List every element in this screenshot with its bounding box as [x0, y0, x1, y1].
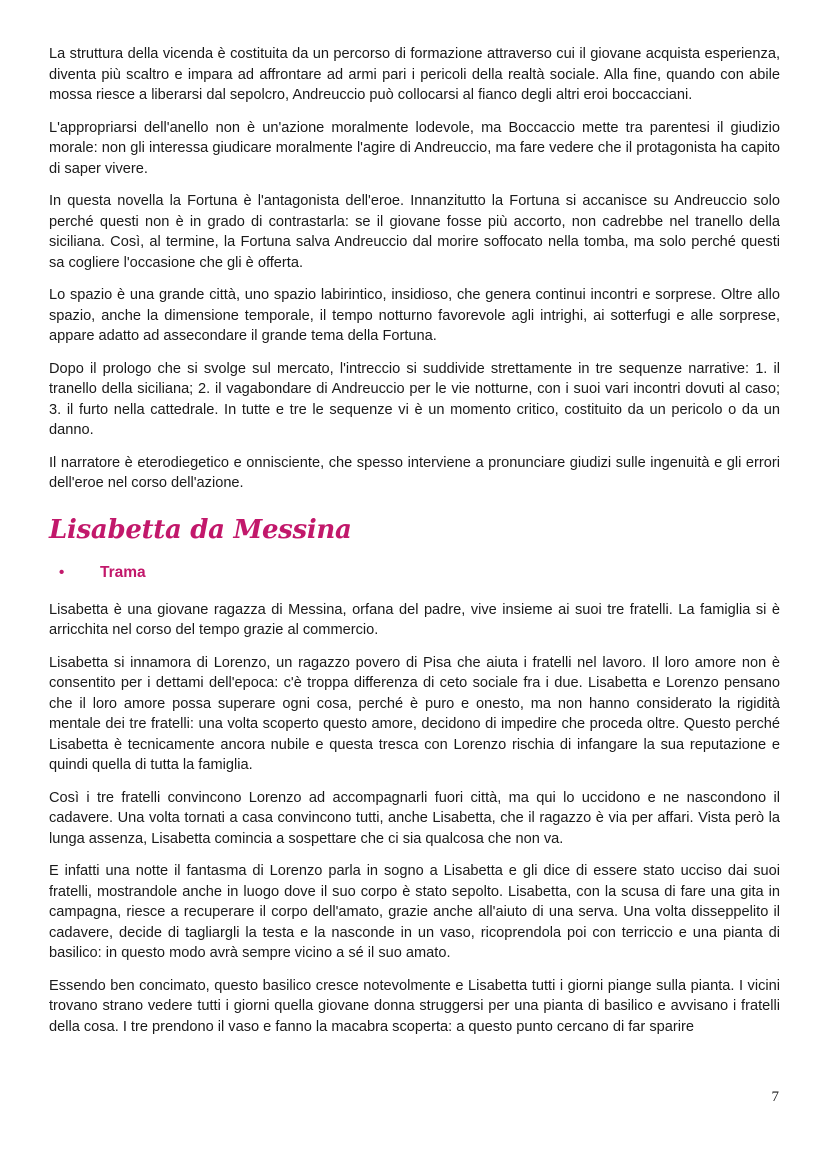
section-title: Lisabetta da Messina [49, 514, 352, 545]
paragraph: La struttura della vicenda è costituita da un percorso di formazione attraverso cui il giovane acquista esperienza, diventa più scaltro e impara ad affrontare ad armi pari i pericoli della realtà sociale. Alla fine, quando con abile mossa riesce a liberarsi dal sepolcro, Andreuccio può collocarsi al fianco degli altri eroi boccacciani. [49, 46, 780, 103]
paragraph: E infatti una notte il fantasma di Lorenzo parla in sogno a Lisabetta e gli dice di essere stato ucciso dai suoi fratelli, mostrandole anche in luogo dove il suo corpo è stato sepolto. Lisabetta, con la scusa di fare una gita in campagna, riesce a recuperare il corpo dell'amato, grazie anche all'aiuto di una serva. Una volta disseppelito il cadavere, decide di tagliargli la testa e la nasconde in un vaso, ricoprendola poi con terriccio e una pianta di basilico: in questo modo avrà sempre vicino a sé il suo amato. [49, 863, 780, 961]
paragraph: Così i tre fratelli convincono Lorenzo ad accompagnarli fuori città, ma qui lo uccidono e ne nascondono il cadavere. Una volta tornati a casa convincono tutti, anche Lisabetta, che il ragazzo è via per affari. Vista però la lunga assenza, Lisabetta comincia a sospettare che ci sia qualcosa che non va. [49, 789, 780, 847]
document-page [49, 44, 780, 1049]
paragraph: L'appropriarsi dell'anello non è un'azione moralmente lodevole, ma Boccaccio mette tra parentesi il giudizio morale: non gli interessa giudicare moralmente l'agire di Andreuccio, ma fare vedere che il protagonista ha capito di saper vivere. [49, 119, 780, 177]
paragraph: Lo spazio è una grande città, uno spazio labirintico, insidioso, che genera continui incontri e sorprese. Oltre allo spazio, anche la dimensione temporale, il tempo notturno favorevole agli intrighi, ai sotterfugi e alle sorprese, appare adatto ad assecondare il grande tema della Fortuna. [49, 287, 780, 344]
paragraph: Il narratore è eterodiegetico e onnisciente, che spesso interviene a pronunciare giudizi sulle ingenuità e gli errori dell'eroe nel corso dell'azione. [49, 454, 780, 491]
paragraph: Dopo il prologo che si svolge sul mercato, l'intreccio si suddivide strettamente in tre sequenze narrative: 1. il tranello della siciliana; 2. il vagabondare di Andreuccio per le vie notturne, con i suoi vari incontri dovuti al caso; 3. il furto nella cattedrale. In tutte e tre le sequenze vi è un momento critico, costituito da un pericolo o da un danno. [49, 360, 780, 438]
paragraph: Lisabetta è una giovane ragazza di Messina, orfana del padre, vive insieme ai suoi tre fratelli. La famiglia si è arricchita nel corso del tempo grazie al commercio. [49, 601, 780, 638]
paragraph: Essendo ben concimato, questo basilico cresce notevolmente e Lisabetta tutti i giorni piange sulla pianta. I vicini trovano strano vedere tutti i giorni quella giovane donna struggersi per una pianta di basilico e avvisano i fratelli della cosa. I tre prendono il vaso e fanno la macabra scoperta: a questo punto cercano di far sparire [49, 977, 780, 1035]
subheading-label: Trama [100, 563, 146, 581]
paragraph: Lisabetta si innamora di Lorenzo, un ragazzo povero di Pisa che aiuta i fratelli nel lavoro. Il loro amore non è consentito per i dettami dell'epoca: c'è troppa differenza di ceto sociale fra i due. Lisabetta e Lorenzo pensano che il loro amore possa superare ogni cosa, perché è puro e onesto, ma non hanno considerato la rigidità mentale dei tre fratelli: una volta scoperto questo amore, decidono di impedire che proceda oltre. Questo perché Lisabetta è tecnicamente ancora nubile e questa tresca con Lorenzo rischia di infangare la sua reputazione e quindi quella di tutta la famiglia. [49, 654, 780, 773]
page-number: 7 [771, 1089, 779, 1105]
bullet-icon: • [59, 564, 65, 581]
subheading-trama [59, 564, 780, 582]
paragraph: In questa novella la Fortuna è l'antagonista dell'eroe. Innanzitutto la Fortuna si accanisce su Andreuccio solo perché questi non è in grado di contrastarla: se il giovane fosse più accorto, non cadrebbe nel tranello della siciliana. Così, al termine, la Fortuna salva Andreuccio dal morire soffocato nella tomba, ma solo perché questi sa cogliere l'occasione che gli è offerta. [49, 193, 780, 271]
